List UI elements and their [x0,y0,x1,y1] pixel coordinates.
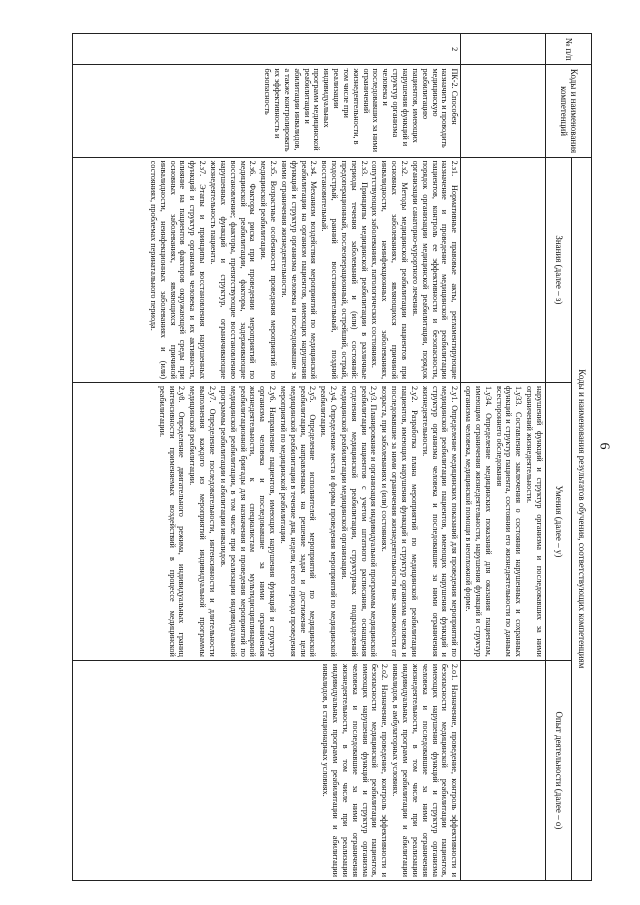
knowledge-item: 2.з6. Факторы риска при проведении мероприятий по медицинской реабилитации, факторы, задерживающие восстановление; факторы, препятствующие восстановлению нарушенных функций и структур, ограничивающие жизнедеятельность пациента. [209,160,258,380]
knowledge-item: 2.з3. Принципы медицинской реабилитации в различные периоды течения заболеваний и (или) состояний: предоперационный, послеоперационный, острейший, острый, подострый, ранний восстановительный, поздний восстановительный. [320,160,369,380]
table-row [73,34,461,881]
header-experience: Опыт деятельности (далее – о) [546,660,572,880]
skill-item: 2.у5. Определение исполнителей мероприятий по медицинской реабилитации, направленных на решение задач и достижение цели медицинской реабилитации в течение дня, недели, всего периода проведения мероприятий по медицинской реабилитации. [278,386,318,657]
knowledge-item: 2.з1. Нормативные правовые акты, регламентирующие назначение и проведение медицинской реабилитации пациентов, контроль ее эффективности и безопасности, порядок организации медицинской реабилитации, порядок организации санаторно-курортного лечения. [410,160,460,380]
skill-item: 2.у8. Определение двигательного режима, индивидуальных границ интенсивности применяемых воздействий в процессе медицинской реабилитации. [157,386,187,657]
row1-experience [461,660,546,880]
page-number: 6 [596,442,612,450]
row2-knowledge [73,157,461,382]
skill-item: 1.у33. Составление заключения о состоянии нарушенных и сохранных функций и структур пациента, состоянии его жизнедеятельности по данным всестороннего обследования [494,386,524,657]
skill-item: 2.у4. Определение места и формы проведения мероприятий по медицинской реабилитации. [319,386,339,657]
row2-skills [73,383,461,661]
skill-item: 1.у34. Определение медицинских показаний для оказания пациентам, имеющим ограничения жизнедеятельности, нарушения функций и структур организма человека, медицинской помощи в неотложной форме. [464,386,493,657]
row1-num [461,34,546,65]
competency-table [72,33,592,881]
skill-item: 2.у3. Планирование и организация индивидуальной программы медицинской реабилитации пациентов с учетом штатного расписания, оснащения отделения медицинской реабилитации, структурных подразделений медицинской реабилитации медицинской организации. [339,386,379,657]
row1-knowledge [461,157,546,382]
header-code: Коды и наименования компетенций [546,65,592,157]
row1-skills [461,383,546,661]
knowledge-item: 2.з2. Методы медицинской реабилитации пациентов при основных заболеваниях, являющихся причиной инвалидности, неинфекционных заболеваниях, сопутствующих заболеваниях, патологических состояниях. [370,160,410,380]
knowledge-item: 2.з7. Этапы и принципы восстановления нарушенных функций и структур организма человека и их активности, влияние на пациентов факторов окружающей среды при основных заболеваниях, являющихся причиной инвалидности, неинфекционных заболеваниях и (или) состояниях, проблемах перинатального периода. [148,160,208,380]
row1-code [461,65,546,157]
experience-item: 2.о2. Назначение, проведение, контроль эффективности и безопасности медицинской реабилитации пациентов, имеющих нарушения функций и структур организма человека и последовавшие за ними ограничения жизнедеятельности, в том числе при реализации индивидуальных программ реабилитации и абилитации инвалидов, в стационарных условиях. [321,663,390,877]
knowledge-item: 2.з4. Механизм воздействия мероприятий по медицинской реабилитации на организм пациентов, имеющих нарушения функций и структур организма человека и последовавшие за ними ограничения жизнедеятельности. [279,160,319,380]
header-num: № п/п [546,34,592,65]
skill-item: 2.у6. Направление пациентов, имеющих нарушения функций и структур организма человека и последовавшие за ними ограничения жизнедеятельности, к специалистам мультидисциплинарной реабилитационной бригады для назначения и проведения мероприятий по медицинской реабилитации, в том числе при реализации индивидуальной программы реабилитации и абилитации инвалидов. [218,386,278,657]
skill-item: 2.у1. Определение медицинских показаний для проведения мероприятий по медицинской реабилитации пациентов, имеющих нарушения функций и структур организма человека и последовавшие за ними ограничения жизнедеятельности. [420,386,460,657]
header-results: Коды и наименования результатов обучения, соответствующих компетенциям [572,157,592,880]
header-skills: Умения (далее – у) [546,383,572,661]
row2-num: 2 [73,34,461,65]
skill-item: 2.у2. Разработка плана мероприятий по медицинской реабилитации пациентов, имеющих нарушения функций и структур организма человека и последовавшие за ними ограничения жизнедеятельности вне зависимости от возраста, при заболеваниях и (или) состояниях. [380,386,419,657]
skill-item: 2.у7. Определение последовательности, интенсивности и длительности выполнения каждого из мероприятий индивидуальной программы медицинской реабилитации. [188,386,217,657]
header-row-2 [546,34,572,881]
table-row [461,34,546,881]
header-row-1 [572,34,592,881]
experience-item: 2.о1. Назначение, проведение, контроль эффективности и безопасности медицинской реабилитации пациентов, имеющих нарушения функций и структур организма человека и последовавшие за ними ограничения жизнедеятельности, в том числе при реализации индивидуальных программ реабилитации и абилитации инвалидов, в амбулаторных условиях. [391,663,460,877]
skill-item: нарушений функций и структур организма и последовавших за ними ограничений жизнедеятельности. [525,386,544,657]
row2-experience [73,660,461,880]
competency-table-rotated [72,33,592,881]
row2-code: ПК-2. Способен назначить и проводить медицинскую реабилитацию пациентов, имеющих нарушения функций и структур организма человека и последовавших за ними ограничений жизнедеятельности, в том числе при реализации индивидуальных программ медицинской реабилитации и абилитации инвалидов, а также контролировать их эффективность и безопасность [73,65,461,157]
header-knowledge: Знания (далее – з) [546,157,572,382]
knowledge-item: 2.з5. Возрастные особенности проведения мероприятий по медицинской реабилитации. [259,160,279,380]
